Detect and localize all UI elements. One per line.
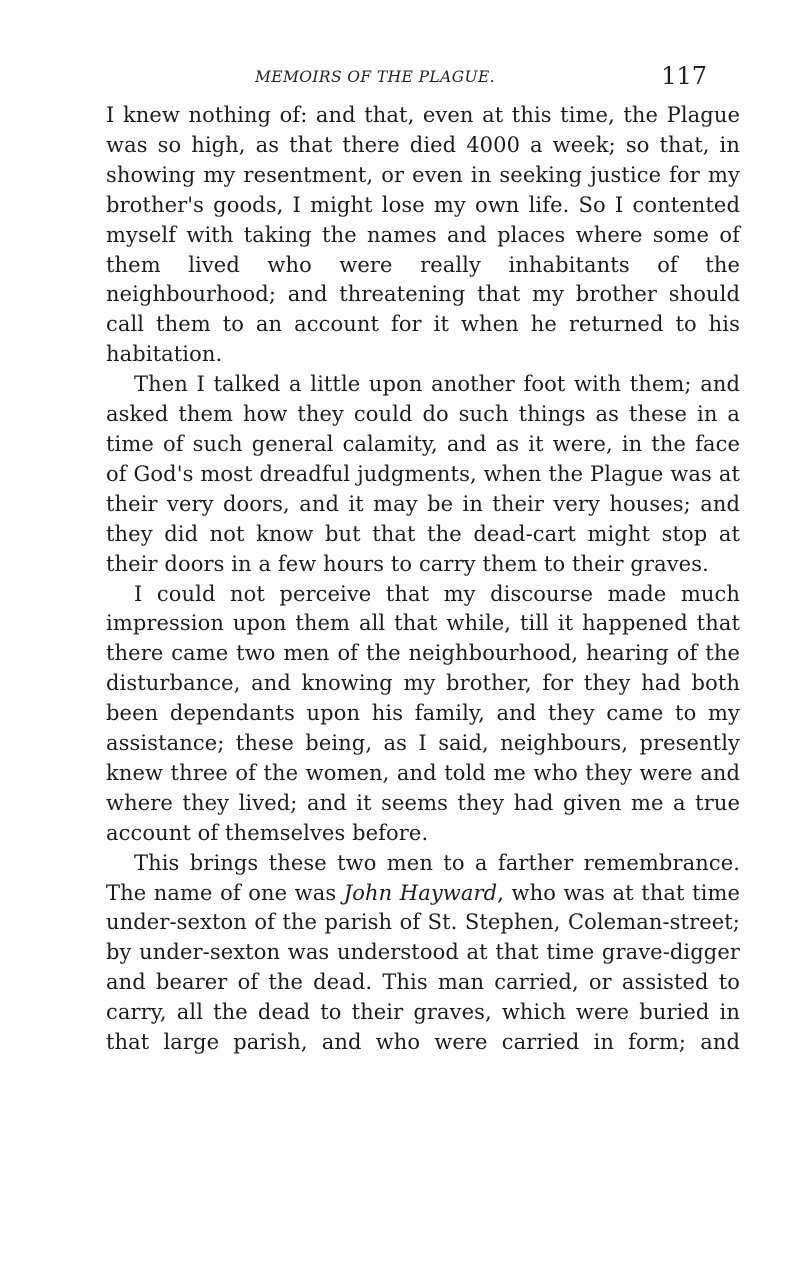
paragraph-2: Then I talked a little upon another foot with them; and asked them how they could do such things as these in a time of such general calamity, and as it were, in the face of God's most dreadful judgments, when the Plague was at their very doors, and it may be in their very houses; and they did not know but that the dead-cart might stop at their doors in a few hours to carry them to their graves. (106, 372, 740, 576)
running-head (255, 62, 715, 94)
paragraph-4 (106, 849, 740, 1058)
body-text (106, 101, 740, 1058)
paragraph-3: I could not perceive that my discourse made much impression upon them all that while, till it happened that there came two men of the neighbourhood, hearing of the disturbance, and knowing my brother, for they had both been dependants upon his family, and they came to my assistance; these being, as I said, neighbours, presently knew three of the women, and told me who they were and where they lived; and it seems they had given me a true account of themselves before. (106, 581, 740, 845)
paragraph-4-text-end: , who was at that time under-sexton of the parish of St. Stephen, Coleman-street; by under-sexton was understood at that time grave-digger and bearer of the dead. This man carried, or assisted to carry, all the dead to their graves, which were buried in that large parish, and who were carried in form; and (106, 880, 740, 1055)
running-title: MEMOIRS OF THE PLAGUE. (255, 68, 495, 86)
paragraph-4-text-start: This brings these two men to a farther remembrance. The name of one was (106, 850, 740, 905)
person-name: John Hayward (343, 880, 498, 905)
paragraph-1: I knew nothing of: and that, even at this time, the Plague was so high, as that there died 4000 a week; so that, in showing my resentment, or even in seeking justice for my brother's goods, I might lose my own life. So I contented myself with taking the names and places where some of them lived who were really inhabitants of the neighbourhood; and threatening that my brother should call them to an account for it when he returned to his habitation. (106, 103, 740, 367)
page-number: 117 (661, 62, 707, 90)
